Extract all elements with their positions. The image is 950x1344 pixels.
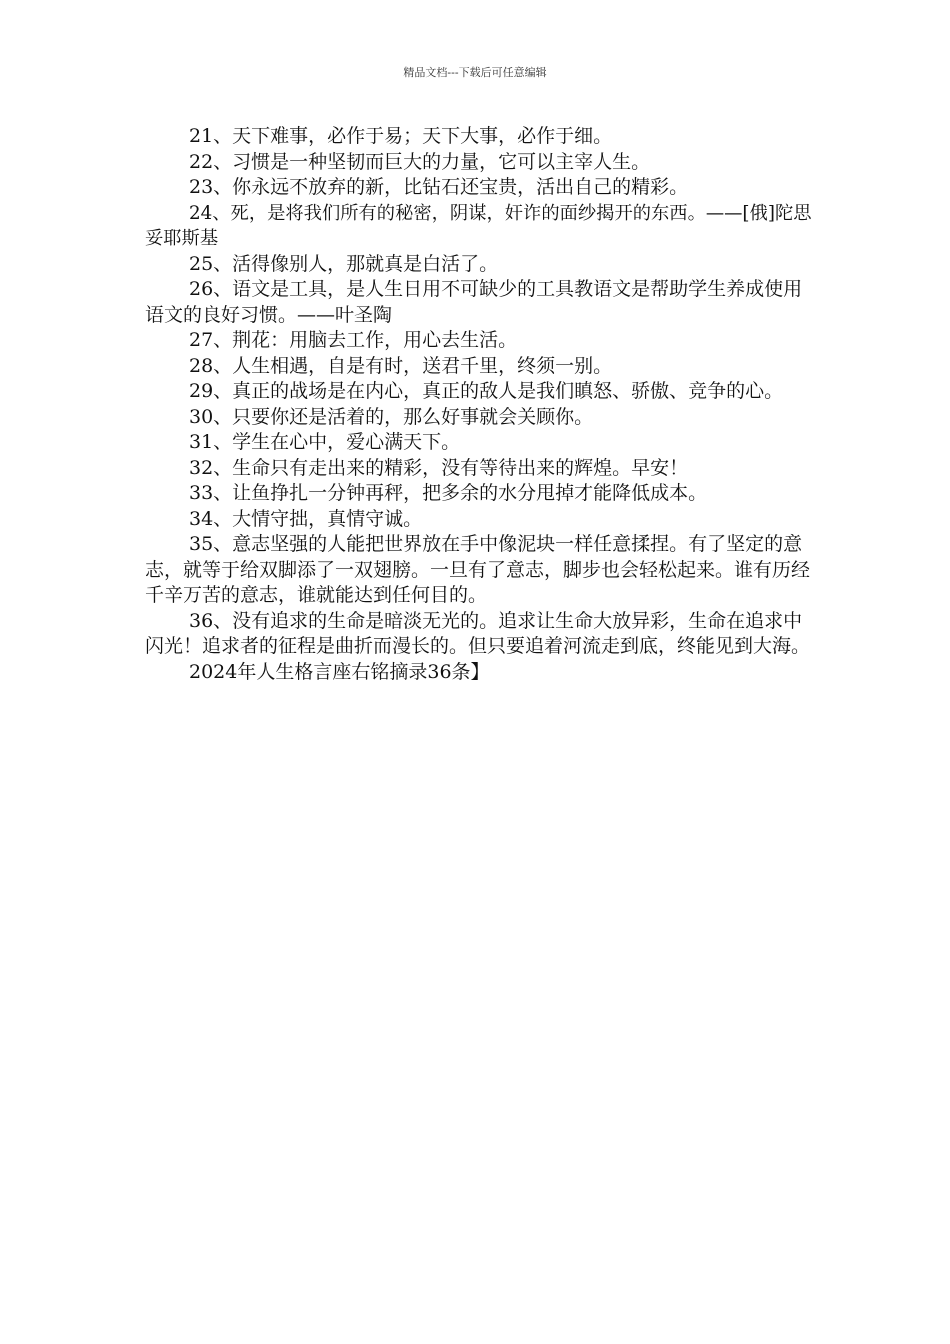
paragraph-28: 28、人生相遇，自是有时，送君千里，终须一别。 xyxy=(189,354,613,377)
paragraph-30: 30、只要你还是活着的，那么好事就会关顾你。 xyxy=(189,405,594,428)
paragraph-36: 36、没有追求的生命是暗淡无光的。追求让生命大放异彩，生命在追求中闪光！追求者的征程是曲折而漫长的。但只要追着河流走到底，终能见到大海。 xyxy=(145,609,811,657)
paragraph-31: 31、学生在心中，爱心满天下。 xyxy=(189,431,461,453)
paragraph-32: 32、生命只有走出来的精彩，没有等待出来的辉煌。早安！ xyxy=(189,456,689,479)
paragraph-23: 23、你永远不放弃的新，比钻石还宝贵，活出自己的精彩。 xyxy=(189,176,689,198)
paragraph-26: 26、语文是工具，是人生日用不可缺少的工具教语文是帮助学生养成使用语文的良好习惯。——叶圣陶 xyxy=(145,278,803,326)
page-header: 精品文档---下载后可任意编辑 xyxy=(403,66,547,79)
document-body xyxy=(145,124,815,685)
paragraph-33: 33、让鱼挣扎一分钟再秤，把多余的水分甩掉才能降低成本。 xyxy=(189,482,708,504)
closing-line: 2024年人生格言座右铭摘录36条】 xyxy=(189,660,490,683)
paragraph-22: 22、习惯是一种坚韧而巨大的力量，它可以主宰人生。 xyxy=(189,150,651,173)
paragraph-35: 35、意志坚强的人能把世界放在手中像泥块一样任意揉捏。有了坚定的意志，就等于给双脚添了一双翅膀。一旦有了意志，脚步也会轻松起来。谁有历经千辛万苦的意志，谁就能达到任何目的。 xyxy=(145,533,811,606)
paragraph-24: 24、死，是将我们所有的秘密，阴谋，奸诈的面纱揭开的东西。——[俄]陀思妥耶斯基 xyxy=(145,202,812,249)
paragraph-21: 21、天下难事，必作于易；天下大事，必作于细。 xyxy=(189,125,613,147)
paragraph-27: 27、荆花：用脑去工作，用心去生活。 xyxy=(189,329,518,351)
paragraph-25: 25、活得像别人，那就真是白活了。 xyxy=(189,252,499,275)
paragraph-29: 29、真正的战场是在内心，真正的敌人是我们瞋怒、骄傲、竞争的心。 xyxy=(189,380,784,402)
paragraph-34: 34、大情守拙，真情守诚。 xyxy=(189,507,423,530)
